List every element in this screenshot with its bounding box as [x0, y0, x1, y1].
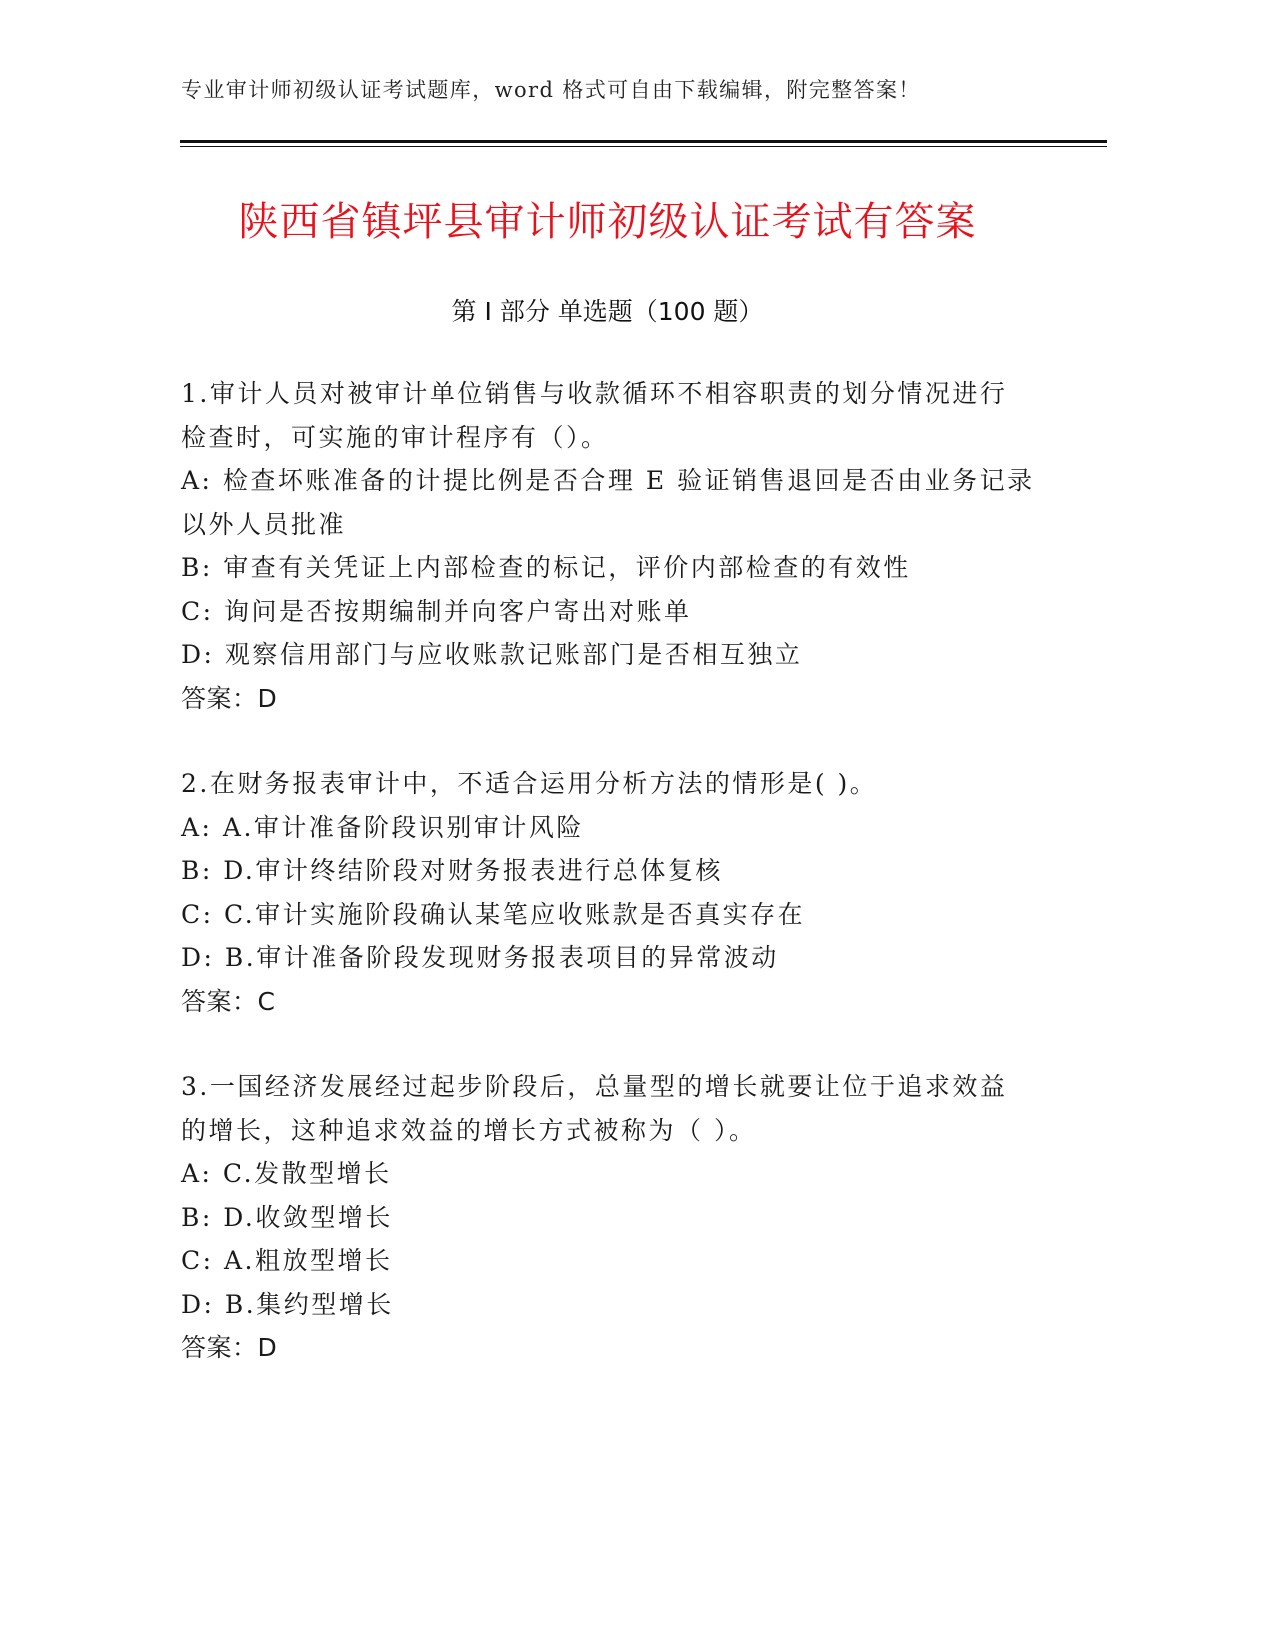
header-rule-thin [180, 146, 1107, 147]
header-rule-thick [180, 140, 1107, 143]
option-d: D: B.集约型增长 [181, 1289, 394, 1319]
option-c: C: 询问是否按期编制并向客户寄出对账单 [181, 596, 692, 626]
option-b: B: D.收敛型增长 [181, 1202, 393, 1232]
section-title: 第 I 部分 单选题（100 题） [451, 297, 764, 326]
answer: 答案：D [181, 1333, 278, 1362]
option-a: A: A.审计准备阶段识别审计风险 [181, 812, 584, 842]
question-stem-line: 的增长，这种追求效益的增长方式被称为（ ）。 [181, 1115, 757, 1145]
answer: 答案：D [181, 683, 278, 713]
question-3 [181, 1065, 1041, 1370]
option-d: D: B.审计准备阶段发现财务报表项目的异常波动 [181, 943, 779, 972]
question-stem-line: 2.在财务报表审计中，不适合运用分析方法的情形是( )。 [181, 769, 878, 798]
question-stem-line: 1.审计人员对被审计单位销售与收款循环不相容职责的划分情况进行 [181, 379, 1008, 408]
question-2 [181, 762, 1041, 1023]
question-list [181, 372, 1041, 1412]
option-d: D: 观察信用部门与应收账款记账部门是否相互独立 [181, 640, 803, 669]
option-c: C: A.粗放型增长 [181, 1246, 393, 1275]
document-title: 陕西省镇坪县审计师初级认证考试有答案 [238, 199, 977, 245]
option-a-continued: 以外人员批准 [181, 509, 347, 539]
option-a: A: C.发散型增长 [181, 1159, 392, 1188]
option-a: A: 检查坏账准备的计提比例是否合理 E 验证销售退回是否由业务记录 [181, 466, 1035, 495]
answer: 答案：C [181, 986, 276, 1016]
option-b: B: D.审计终结阶段对财务报表进行总体复核 [181, 856, 723, 885]
header-note: 专业审计师初级认证考试题库，word 格式可自由下载编辑，附完整答案！ [181, 78, 921, 102]
question-stem-line: 3.一国经济发展经过起步阶段后，总量型的增长就要让位于追求效益 [181, 1072, 1008, 1101]
option-b: B: 审查有关凭证上内部检查的标记，评价内部检查的有效性 [181, 553, 911, 582]
question-1 [181, 372, 1041, 720]
option-c: C: C.审计实施阶段确认某笔应收账款是否真实存在 [181, 899, 806, 929]
question-stem-line: 检查时，可实施的审计程序有（）。 [181, 422, 609, 452]
